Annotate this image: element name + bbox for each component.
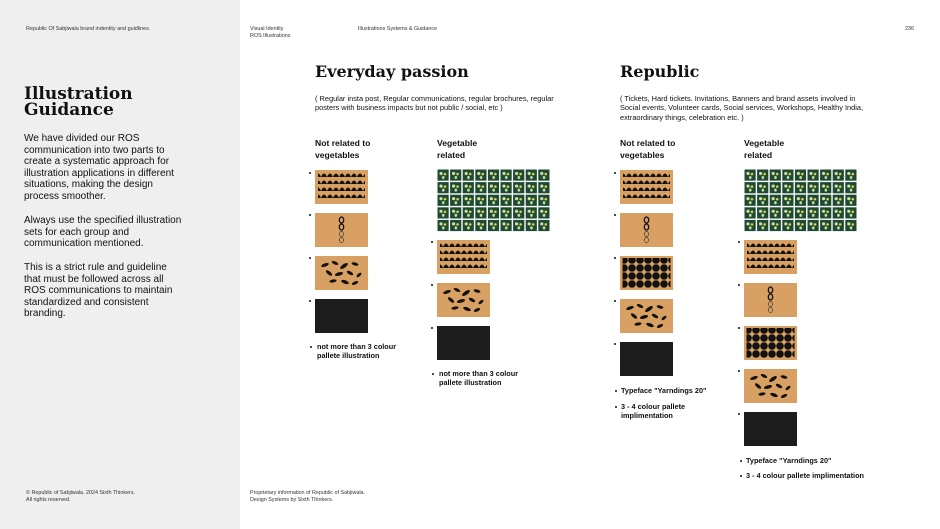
scattered-beans-illustration	[315, 256, 368, 290]
bullet	[738, 284, 740, 286]
page-title-line-2: Guidance	[24, 100, 114, 120]
bullet	[738, 370, 740, 372]
bullet	[309, 172, 311, 174]
republic-description: ( Tickets, Hard tickets. Invitations, Banners and brand assets involved in Social events, Volunteer cards, Social services, Workshops, Healthy India, extraordinary things, celebration etc. )	[620, 94, 864, 122]
black-block-illustration	[315, 299, 368, 333]
bullet	[309, 214, 311, 216]
everyday-not-related-heading-2: vegetables	[315, 150, 360, 160]
scattered-beans-illustration	[620, 299, 673, 333]
scales-pattern-illustration	[744, 240, 797, 274]
black-block-illustration	[437, 326, 490, 360]
everyday-vegetable-heading-1: Vegetable	[437, 138, 478, 148]
republic-not-related-note-2-line-2: implimentation	[621, 411, 673, 420]
page-number: 236	[905, 26, 914, 32]
bullet	[310, 346, 312, 348]
copyright-line-2: All rights reserved.	[26, 497, 71, 503]
scales-pattern-illustration	[620, 170, 673, 204]
black-block-illustration	[744, 412, 797, 446]
bullet	[614, 172, 616, 174]
rule-paragraph: This is a strict rule and guideline that must be followed across all ROS communications to maintain standardized and consistent branding.	[24, 262, 173, 320]
bullet	[738, 413, 740, 415]
blob-pattern-illustration	[744, 326, 797, 360]
proprietary-line-2: Design Systems by Sixth Thinkers.	[250, 497, 334, 503]
topic-label: Illustrations Systems & Guidance	[358, 26, 438, 32]
bullet	[740, 460, 742, 462]
bullet	[431, 241, 433, 243]
everyday-vegetable-note-1: not more than 3 colour	[439, 369, 519, 378]
everyday-not-related-heading-1: Not related to	[315, 138, 371, 148]
usage-paragraph: Always use the specified illustration sets for each group and communication mentioned.	[24, 215, 182, 250]
black-block-illustration	[620, 342, 673, 376]
stacked-rings-illustration	[744, 283, 797, 317]
bullet	[740, 475, 742, 477]
bullet	[738, 327, 740, 329]
blob-pattern-illustration	[620, 256, 673, 290]
republic-vegetable-note-1: Typeface "Yarndings 20"	[746, 456, 832, 465]
everyday-not-related-note-2: pallete illustration	[317, 351, 380, 360]
bullet	[431, 284, 433, 286]
republic-vegetable-heading-1: Vegetable	[744, 138, 785, 148]
bullet	[431, 327, 433, 329]
republic-not-related-note-1: Typeface "Yarndings 20"	[621, 386, 707, 395]
republic-not-related-heading-1: Not related to	[620, 138, 676, 148]
stacked-rings-illustration	[315, 213, 368, 247]
proprietary-line-1: Proprietary information of Republic of Sabjiwala.	[250, 490, 366, 496]
bullet	[614, 214, 616, 216]
bullet	[614, 343, 616, 345]
scales-pattern-illustration	[437, 240, 490, 274]
scattered-beans-illustration	[744, 369, 797, 403]
republic-not-related-heading-2: vegetables	[620, 150, 665, 160]
everyday-vegetable-note-2: pallete illustration	[439, 378, 502, 387]
bullet	[738, 241, 740, 243]
everyday-passion-title: Everyday passion	[315, 62, 469, 81]
section-line-2: ROS Illustrations	[250, 33, 291, 39]
vegetable-icon-grid	[744, 169, 858, 233]
scales-pattern-illustration	[315, 170, 368, 204]
everyday-not-related-note-1: not more than 3 colour	[317, 342, 397, 351]
bullet	[309, 300, 311, 302]
intro-paragraph: We have divided our ROS communication into two parts to create a systematic approach for illustration applications in different situations, making the design process smoother.	[24, 133, 174, 202]
section-line-1: Visual Identity	[250, 26, 284, 32]
republic-vegetable-note-2: 3 - 4 colour pallete implimentation	[746, 471, 864, 480]
bullet	[432, 373, 434, 375]
stacked-rings-illustration	[620, 213, 673, 247]
vegetable-icon-grid	[437, 169, 551, 233]
bullet	[615, 406, 617, 408]
everyday-passion-description: ( Regular insta post, Regular communications, regular brochures, regular posters with business impacts but not public / social, etc )	[315, 94, 554, 113]
republic-title: Republic	[620, 62, 700, 81]
page-title-line-1: Illustration	[24, 84, 133, 104]
bullet	[614, 257, 616, 259]
bullet	[309, 257, 311, 259]
republic-not-related-note-2-line-1: 3 - 4 colour pallete	[621, 402, 686, 411]
bullet	[614, 300, 616, 302]
copyright-line-1: © Republic of Sabjiwala. 2024 Sixth Thinkers.	[26, 490, 136, 496]
bullet	[615, 390, 617, 392]
everyday-vegetable-heading-2: related	[437, 150, 466, 160]
brand-line: Republic Of Sabjiwala brand indentity and guidlines.	[26, 26, 151, 32]
scattered-beans-illustration	[437, 283, 490, 317]
republic-vegetable-heading-2: related	[744, 150, 773, 160]
